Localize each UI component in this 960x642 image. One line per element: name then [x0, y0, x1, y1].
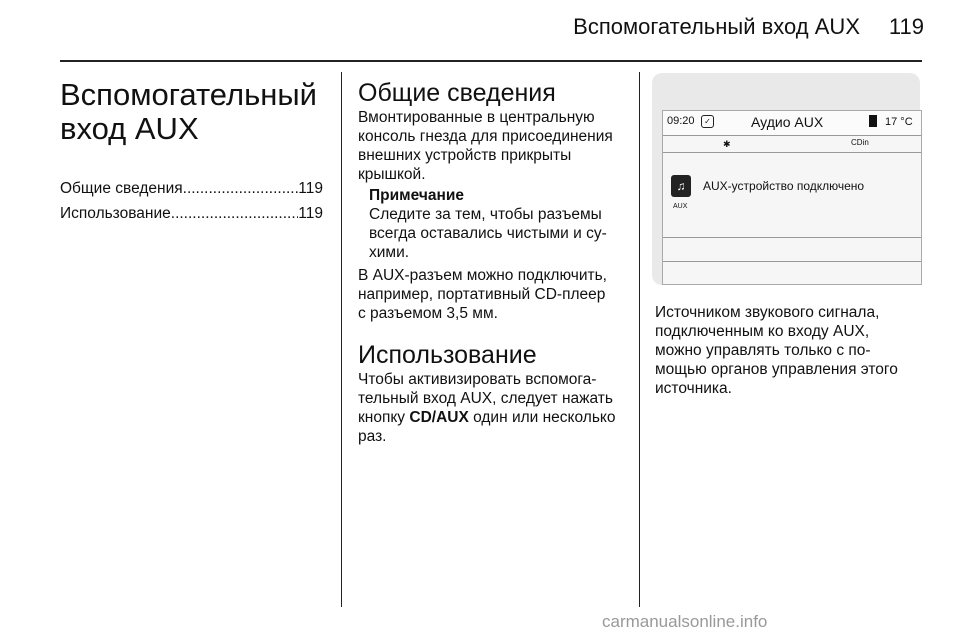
- text-line: внешних устройств прикрыты: [358, 147, 572, 164]
- text-line: например, портативный CD-плеер: [358, 286, 606, 303]
- note-body: [369, 205, 629, 262]
- screen-divider: [663, 237, 921, 238]
- note-heading: Примечание: [369, 187, 464, 204]
- chapter-title: [60, 78, 330, 146]
- section-general-paragraph-2: [358, 266, 630, 323]
- text-line: Вмонтированные в центральную: [358, 109, 595, 126]
- toc-label: Общие сведения: [60, 180, 183, 197]
- screen-divider: [663, 152, 921, 153]
- text-line: Источником звукового сигнала,: [655, 304, 880, 321]
- cd-aux-button-label: CD/AUX: [409, 409, 469, 426]
- infotainment-screen: [662, 110, 922, 285]
- text-line: Следите за тем, чтобы разъемы: [369, 206, 602, 223]
- header-title: Вспомогательный вход AUX: [573, 14, 860, 39]
- toc-page: 119: [298, 205, 323, 222]
- text-line: хими.: [369, 244, 410, 261]
- aux-device-icon: ♫: [671, 175, 691, 197]
- text-line: тельный вход AUX, следует нажать: [358, 390, 613, 407]
- screen-title: Аудио AUX: [751, 114, 824, 130]
- figure-caption: [655, 303, 925, 398]
- text-line: с разъемом 3,5 мм.: [358, 305, 498, 322]
- phone-icon: [869, 115, 877, 127]
- toc-entry-usage[interactable]: [60, 205, 323, 223]
- text-line: мощью органов управления этого: [655, 361, 898, 378]
- screen-top-bar: [663, 111, 921, 136]
- cdin-label: CDin: [851, 138, 869, 147]
- chapter-title-line: Вспомогательный: [60, 77, 317, 112]
- toc-label: Использование: [60, 205, 171, 222]
- text-fragment: кнопку: [358, 409, 410, 426]
- clock-icon: ✓: [701, 115, 714, 128]
- bluetooth-icon: ✱: [723, 139, 731, 149]
- watermark: carmanualsonline.info: [602, 612, 768, 631]
- toc-leader: [171, 205, 299, 223]
- column-divider-left: [341, 72, 342, 607]
- text-line: можно управлять только с по-: [655, 342, 871, 359]
- toc-entry-general[interactable]: [60, 180, 323, 198]
- header-rule: [60, 60, 922, 62]
- aux-status-text: AUX-устройство подключено: [703, 179, 865, 193]
- text-line: Чтобы активизировать вспомога-: [358, 371, 597, 388]
- text-line: крышкой.: [358, 166, 426, 183]
- section-usage-paragraph: [358, 370, 630, 446]
- aux-small-label: AUX: [673, 203, 688, 210]
- screen-temperature: 17 °C: [885, 116, 913, 128]
- section-usage-heading: Использование: [358, 341, 537, 369]
- note-box: [369, 186, 629, 262]
- text-line: всегда оставались чистыми и су-: [369, 225, 607, 242]
- toc-page: 119: [298, 180, 323, 197]
- text-line: подключенным ко входу AUX,: [655, 323, 870, 340]
- text-line: В AUX-разъем можно подключить,: [358, 267, 607, 284]
- text-fragment: один или несколько: [468, 409, 616, 426]
- text-line: источника.: [655, 380, 732, 397]
- section-general-heading: Общие сведения: [358, 79, 556, 107]
- chapter-title-line: вход AUX: [60, 111, 199, 146]
- text-line: раз.: [358, 428, 387, 445]
- screen-time: 09:20: [667, 115, 695, 127]
- column-divider-right: [639, 72, 640, 607]
- text-line: [358, 408, 630, 427]
- screen-divider: [663, 261, 921, 262]
- toc-leader: [183, 180, 299, 198]
- section-general-paragraph: [358, 108, 630, 184]
- text-line: консоль гнезда для присоединения: [358, 128, 613, 145]
- page-number: 119: [888, 14, 924, 39]
